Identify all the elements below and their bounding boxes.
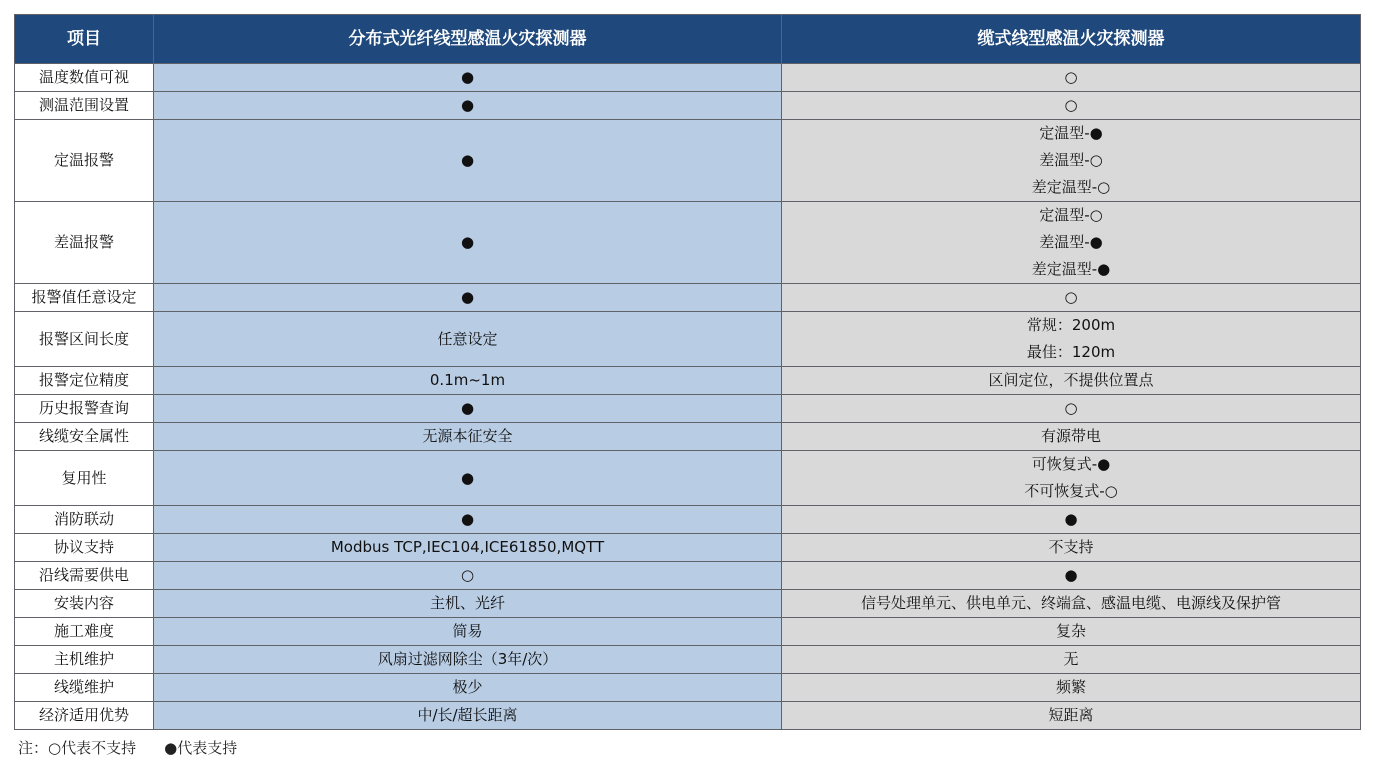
fiber-cell-line: 简易: [452, 622, 483, 640]
row-item-label: 温度数值可视: [15, 64, 154, 92]
cable-cell: [782, 702, 1361, 730]
row-item-label: 报警定位精度: [15, 367, 154, 395]
fiber-cell-line: 无源本征安全: [422, 427, 513, 445]
fiber-cell-line: ●: [460, 288, 475, 306]
row-item-label: 定温报警: [15, 120, 154, 202]
cable-cell: [782, 423, 1361, 451]
header-item: 项目: [15, 15, 154, 64]
fiber-cell: [154, 284, 782, 312]
cable-cell: [782, 284, 1361, 312]
cable-cell-line: 常规：200m: [1026, 316, 1116, 334]
cable-cell-line: ●: [1064, 510, 1078, 528]
cable-cell-line: 不可恢复式-○: [1024, 482, 1118, 500]
fiber-cell: [154, 534, 782, 562]
cable-cell-line: 定温型-●: [1039, 124, 1103, 142]
fiber-cell-line: ●: [460, 233, 475, 251]
cable-cell: [782, 451, 1361, 506]
fiber-cell: [154, 451, 782, 506]
cable-cell-line: 定温型-○: [1039, 206, 1103, 224]
fiber-cell: [154, 202, 782, 284]
table-row: [15, 534, 1361, 562]
table-row: [15, 64, 1361, 92]
table-row: [15, 395, 1361, 423]
table-row: [15, 312, 1361, 367]
note-prefix: 注：: [18, 739, 49, 757]
fiber-cell-line: 主机、光纤: [429, 594, 505, 612]
cable-cell-line: ○: [1064, 288, 1078, 306]
row-item-label: 线缆安全属性: [15, 423, 154, 451]
cable-cell: [782, 646, 1361, 674]
row-item-label: 安装内容: [15, 590, 154, 618]
cable-cell: [782, 618, 1361, 646]
cable-cell-line: 短距离: [1048, 706, 1094, 724]
header-cable: 缆式线型感温火灾探测器: [782, 15, 1361, 64]
cable-cell-line: 差定温型-○: [1031, 178, 1111, 196]
cable-cell-line: 信号处理单元、供电单元、终端盒、感温电缆、电源线及保护管: [860, 594, 1281, 612]
cable-cell-line: 差定温型-●: [1031, 260, 1111, 278]
fiber-cell-line: 极少: [452, 678, 483, 696]
cable-cell: [782, 367, 1361, 395]
fiber-cell: [154, 120, 782, 202]
fiber-cell: [154, 702, 782, 730]
fiber-cell: [154, 423, 782, 451]
cable-cell-line: 差温型-●: [1039, 233, 1103, 251]
table-row: [15, 590, 1361, 618]
row-item-label: 复用性: [15, 451, 154, 506]
fiber-cell-line: ●: [460, 468, 475, 487]
row-item-label: 历史报警查询: [15, 395, 154, 423]
table-row: [15, 618, 1361, 646]
cable-cell-line: 不支持: [1048, 538, 1094, 556]
cable-cell: [782, 64, 1361, 92]
fiber-cell-line: 中/长/超长距离: [417, 706, 518, 724]
cable-cell-line: 有源带电: [1040, 427, 1101, 445]
cable-cell-line: ○: [1064, 399, 1078, 417]
row-item-label: 差温报警: [15, 202, 154, 284]
fiber-cell-line: 风扇过滤网除尘（3年/次）: [377, 650, 558, 668]
cable-cell: [782, 534, 1361, 562]
fiber-cell-line: ●: [460, 151, 475, 169]
table-row: [15, 202, 1361, 284]
fiber-cell: [154, 590, 782, 618]
cable-cell-line: ●: [1064, 566, 1078, 584]
cable-cell: [782, 202, 1361, 284]
fiber-cell-line: ○: [460, 566, 475, 584]
fiber-cell-line: ●: [460, 399, 475, 417]
cable-cell-line: ○: [1064, 68, 1078, 86]
table-row: [15, 702, 1361, 730]
row-item-label: 经济适用优势: [15, 702, 154, 730]
cable-cell-line: 差温型-○: [1039, 151, 1103, 169]
fiber-cell-line: Modbus TCP,IEC104,ICE61850,MQTT: [330, 538, 605, 556]
row-item-label: 报警区间长度: [15, 312, 154, 367]
table-row: [15, 674, 1361, 702]
table-row: [15, 284, 1361, 312]
fiber-cell: [154, 562, 782, 590]
cable-cell: [782, 506, 1361, 534]
table-row: [15, 367, 1361, 395]
cable-cell-line: 区间定位，不提供位置点: [988, 371, 1154, 389]
cable-cell: [782, 562, 1361, 590]
cable-cell: [782, 312, 1361, 367]
row-item-label: 线缆维护: [15, 674, 154, 702]
row-item-label: 消防联动: [15, 506, 154, 534]
fiber-cell-line: ●: [460, 510, 475, 528]
row-item-label: 主机维护: [15, 646, 154, 674]
row-item-label: 施工难度: [15, 618, 154, 646]
note-unsupported: ○代表不支持: [48, 739, 137, 757]
fiber-cell: [154, 92, 782, 120]
table-row: [15, 92, 1361, 120]
cable-cell-line: 频繁: [1055, 678, 1086, 696]
table-row: [15, 562, 1361, 590]
legend-note: [18, 737, 265, 758]
comparison-table: [14, 14, 1361, 730]
fiber-cell-line: ●: [460, 68, 475, 86]
fiber-cell: [154, 646, 782, 674]
cable-cell-line: 最佳：120m: [1026, 343, 1116, 361]
cable-cell: [782, 395, 1361, 423]
table-row: [15, 506, 1361, 534]
row-item-label: 报警值任意设定: [15, 284, 154, 312]
fiber-cell: [154, 674, 782, 702]
cable-cell: [782, 120, 1361, 202]
cable-cell-line: 可恢复式-●: [1031, 455, 1111, 473]
table-row: [15, 646, 1361, 674]
cable-cell-line: 复杂: [1055, 622, 1086, 640]
cable-cell: [782, 92, 1361, 120]
table-row: [15, 423, 1361, 451]
cable-cell-line: ○: [1064, 96, 1078, 114]
row-item-label: 协议支持: [15, 534, 154, 562]
fiber-cell: [154, 506, 782, 534]
table-row: [15, 120, 1361, 202]
cable-cell: [782, 674, 1361, 702]
header-fiber: 分布式光纤线型感温火灾探测器: [154, 15, 782, 64]
fiber-cell: [154, 367, 782, 395]
row-item-label: 测温范围设置: [15, 92, 154, 120]
fiber-cell-line: 0.1m~1m: [429, 371, 506, 389]
fiber-cell: [154, 395, 782, 423]
fiber-cell-line: 任意设定: [437, 329, 498, 348]
fiber-cell: [154, 618, 782, 646]
cable-cell: [782, 590, 1361, 618]
fiber-cell: [154, 64, 782, 92]
fiber-cell: [154, 312, 782, 367]
fiber-cell-line: ●: [460, 96, 475, 114]
row-item-label: 沿线需要供电: [15, 562, 154, 590]
table-row: [15, 451, 1361, 506]
note-supported: ●代表支持: [164, 739, 238, 757]
cable-cell-line: 无: [1063, 650, 1079, 668]
